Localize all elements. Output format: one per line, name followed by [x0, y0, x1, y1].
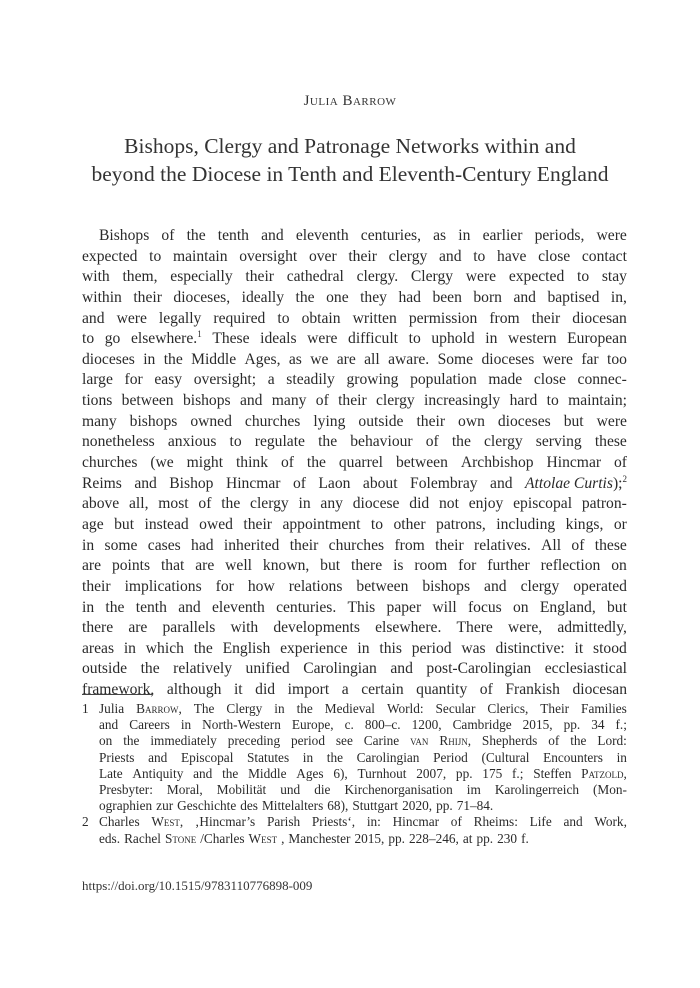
body-line: there are parallels with developments elsewhere. There were, admittedly, [82, 619, 627, 637]
body-line: nonetheless anxious to regulate the behaviour of the clergy serving these [82, 433, 627, 451]
footnote-ref[interactable]: 1 [197, 329, 202, 340]
footnote-line: on the immediately preceding period see Carine van Rhijn, Shepherds of the Lord: [99, 733, 627, 749]
body-line: their implications for how relations between bishops and clergy operated [82, 577, 627, 595]
author-name: Julia Barrow [303, 93, 397, 109]
footnote-line: ographien zur Geschichte des Mittelalters 68), Stuttgart 2020, pp. 71–84. [99, 798, 494, 814]
body-line: areas in which the English experience in this period was distinctive: it stood [82, 639, 627, 657]
footnote-line: eds. Rachel Stone /Charles West , Manchester 2015, pp. 228–246, at pp. 230 f. [99, 830, 529, 846]
footnote-ref[interactable]: 2 [622, 473, 627, 484]
body-line: and were legally required to obtain written permission from their diocesan [82, 309, 627, 327]
body-line: framework, although it did import a certain quantity of Frankish diocesan [82, 681, 627, 699]
footnote-number: 1 [82, 701, 89, 716]
footnote-divider [82, 694, 152, 695]
footnote-line: Late Antiquity and the Middle Ages 6), Turnhout 2007, pp. 175 f.; Steffen Patzold, [99, 765, 627, 781]
body-line: Reims and Bishop Hincmar of Laon about Folembray and Attolae Curtis);$^2$ [82, 473, 627, 492]
footnote [82, 701, 627, 814]
body-line: to go elsewhere.$^1$ These ideals were difficult to uphold in western European [82, 329, 627, 348]
body-line: with them, especially their cathedral clergy. Clergy were expected to stay [82, 268, 627, 286]
body-line: dioceses in the Middle Ages, as we are all aware. Some dioceses were far too [82, 350, 627, 368]
body-line: expected to maintain oversight over their clergy and to have close contact [82, 247, 627, 265]
footnotes [82, 701, 627, 847]
body-line: outside the relatively unified Carolingian and post-Carolingian ecclesiastical [82, 660, 627, 678]
body-line: many bishops owned churches lying outside their own dioceses but were [82, 412, 627, 430]
body-line: Bishops of the tenth and eleventh centuries, as in earlier periods, were [99, 227, 627, 244]
body-line: tions between bishops and many of their clergy increasingly hard to maintain; [82, 392, 627, 410]
body-line: age but instead owed their appointment to other patrons, including kings, or [82, 515, 627, 533]
title-line: Bishops, Clergy and Patronage Networks within and [124, 134, 576, 158]
footnote-line: and Careers in North-Western Europe, c. 800–c. 1200, Cambridge 2015, pp. 34 f.; [99, 717, 627, 733]
body-line: are points that are well known, but there is room for further reflection on [82, 557, 627, 575]
footnote-line: Presbyter: Moral, Mobilität und die Kirchenorganisation im Karolingerreich (Mon- [99, 781, 627, 797]
body-line: large for easy oversight; a steadily growing population made close connec- [82, 371, 627, 389]
footnote-line: Julia Barrow, The Clergy in the Medieval World: Secular Clerics, Their Families [99, 701, 627, 716]
title-line: beyond the Diocese in Tenth and Eleventh-Century England [91, 162, 609, 186]
body-line: within their dioceses, ideally the one they had been born and baptised in, [82, 288, 627, 306]
body-line: in some cases had inherited their churches from their relatives. All of these [82, 536, 627, 554]
body-line: churches (we might think of the quarrel between Archbishop Hincmar of [82, 454, 627, 472]
doi-link[interactable]: https://doi.org/10.1515/9783110776898-009 [82, 878, 313, 893]
footnote-line: Charles West, ‚Hincmar’s Parish Priests‘, in: Hincmar of Rheims: Life and Work, [99, 814, 627, 830]
footnote-number: 2 [82, 814, 89, 830]
body-line: in the tenth and eleventh centuries. This paper will focus on England, but [82, 598, 627, 616]
footnote [82, 814, 627, 846]
body-line: above all, most of the clergy in any diocese did not enjoy episcopal patron- [82, 495, 627, 513]
article-title [60, 132, 640, 188]
body-text [82, 226, 627, 701]
footnote-line: Priests and Episcopal Statutes in the Carolingian Period (Cultural Encounters in [99, 749, 627, 765]
